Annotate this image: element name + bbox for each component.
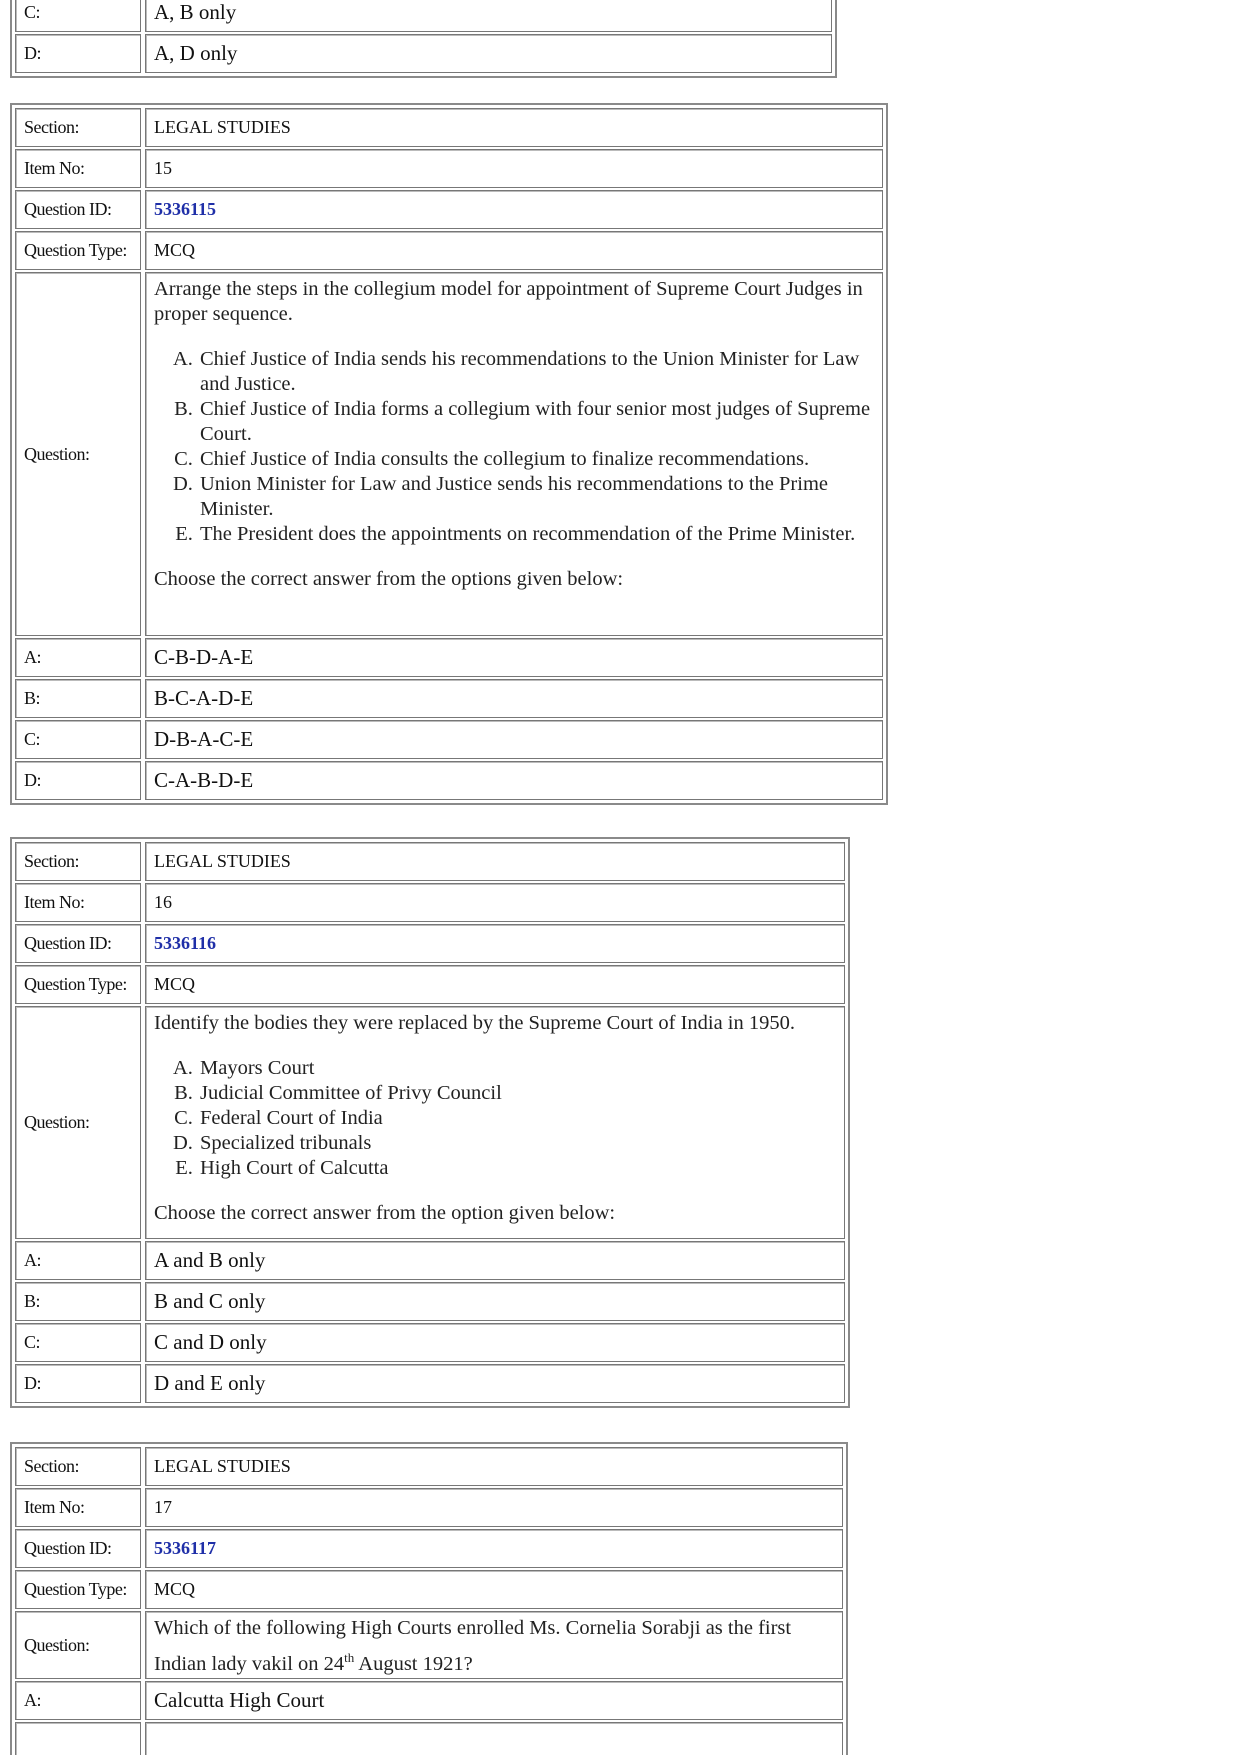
statement-item: A. Mayors Court <box>198 1056 795 1081</box>
question-row <box>15 272 883 636</box>
question-table-15 <box>10 103 888 805</box>
option-b-label: B: <box>15 679 141 718</box>
section-row <box>15 108 883 147</box>
option-row-c <box>15 1323 845 1362</box>
option-c-label: C: <box>15 1323 141 1362</box>
option-row-c <box>15 720 883 759</box>
question-body <box>145 272 883 636</box>
statement-item: C. Federal Court of India <box>198 1106 795 1131</box>
statement-item: B. Chief Justice of India forms a collegium with four senior most judges of Supreme Court. <box>198 397 874 447</box>
question-stem: Identify the bodies they were replaced by the Supreme Court of India in 1950. <box>154 1012 796 1034</box>
option-c-value: D-B-A-C-E <box>145 720 883 759</box>
question-type-label: Question Type: <box>15 1570 141 1609</box>
question-type-row <box>15 231 883 270</box>
option-row-b <box>15 679 883 718</box>
question-stem-end: August 1921? <box>354 1652 473 1675</box>
option-d-label: D: <box>15 1364 141 1403</box>
statement-list <box>154 347 874 547</box>
option-b-value <box>145 1722 843 1755</box>
option-c-value: C and D only <box>145 1323 845 1362</box>
question-table-17 <box>10 1442 848 1755</box>
option-b-label <box>15 1722 141 1755</box>
option-b-value: B and C only <box>145 1282 845 1321</box>
option-a-label: A: <box>15 638 141 677</box>
option-c-label: C: <box>15 720 141 759</box>
question-id-label: Question ID: <box>15 1529 141 1568</box>
option-b-value: B-C-A-D-E <box>145 679 883 718</box>
item-no-row <box>15 883 845 922</box>
question-id-label: Question ID: <box>15 190 141 229</box>
item-no-value: 15 <box>145 149 883 188</box>
section-label: Section: <box>15 842 141 881</box>
question-instruction: Choose the correct answer from the option given below: <box>154 1202 616 1224</box>
statement-item: E. High Court of Calcutta <box>198 1156 795 1181</box>
question-id-value: 5336117 <box>145 1529 843 1568</box>
statement-item: C. Chief Justice of India consults the collegium to finalize recommendations. <box>198 447 874 472</box>
question-id-label: Question ID: <box>15 924 141 963</box>
option-row-a <box>15 1681 843 1720</box>
option-c-value: A, B only <box>145 0 832 32</box>
question-type-row <box>15 965 845 1004</box>
item-no-value: 17 <box>145 1488 843 1527</box>
statement-list <box>154 1056 795 1181</box>
option-row-b <box>15 1282 845 1321</box>
question-type-value: MCQ <box>145 1570 843 1609</box>
question-type-label: Question Type: <box>15 231 141 270</box>
question-stem: Which of the following High Courts enrolled Ms. Cornelia Sorabji as the first Indian lady vakil on 24 <box>154 1617 792 1675</box>
item-no-row <box>15 149 883 188</box>
question-body <box>145 1006 845 1239</box>
option-a-value: C-B-D-A-E <box>145 638 883 677</box>
option-row-b <box>15 1722 843 1755</box>
item-no-label: Item No: <box>15 1488 141 1527</box>
statement-item: D. Specialized tribunals <box>198 1131 795 1156</box>
section-label: Section: <box>15 1447 141 1486</box>
question-id-row <box>15 190 883 229</box>
question-row <box>15 1006 845 1239</box>
item-no-value: 16 <box>145 883 845 922</box>
question-instruction: Choose the correct answer from the options given below: <box>154 568 624 590</box>
option-row-d <box>15 1364 845 1403</box>
statement-item: E. The President does the appointments on recommendation of the Prime Minister. <box>198 522 874 547</box>
item-no-label: Item No: <box>15 883 141 922</box>
ordinal-suffix: th <box>344 1650 355 1665</box>
option-d-label: D: <box>15 761 141 800</box>
option-b-label: B: <box>15 1282 141 1321</box>
option-row-d <box>15 761 883 800</box>
question-type-value: MCQ <box>145 965 845 1004</box>
section-label: Section: <box>15 108 141 147</box>
section-row <box>15 842 845 881</box>
question-table-16 <box>10 837 850 1408</box>
question-label: Question: <box>15 1006 141 1239</box>
section-value: LEGAL STUDIES <box>145 108 883 147</box>
option-a-value: A and B only <box>145 1241 845 1280</box>
option-d-value: D and E only <box>145 1364 845 1403</box>
section-value: LEGAL STUDIES <box>145 1447 843 1486</box>
question-label: Question: <box>15 272 141 636</box>
question-id-value: 5336116 <box>145 924 845 963</box>
statement-item: A. Chief Justice of India sends his recommendations to the Union Minister for Law and Justice. <box>198 347 874 397</box>
option-row-c <box>15 0 832 32</box>
question-row <box>15 1611 843 1679</box>
option-row-a <box>15 638 883 677</box>
question-type-label: Question Type: <box>15 965 141 1004</box>
question-id-value: 5336115 <box>145 190 883 229</box>
statement-item: B. Judicial Committee of Privy Council <box>198 1081 795 1106</box>
item-no-label: Item No: <box>15 149 141 188</box>
question-id-row <box>15 1529 843 1568</box>
section-value: LEGAL STUDIES <box>145 842 845 881</box>
question-body <box>145 1611 843 1679</box>
question-type-row <box>15 1570 843 1609</box>
option-row-d <box>15 34 832 73</box>
question-id-row <box>15 924 845 963</box>
section-row <box>15 1447 843 1486</box>
question-label: Question: <box>15 1611 141 1679</box>
option-d-value: A, D only <box>145 34 832 73</box>
statement-item: D. Union Minister for Law and Justice sends his recommendations to the Prime Minister. <box>198 472 874 522</box>
option-a-value: Calcutta High Court <box>145 1681 843 1720</box>
option-a-label: A: <box>15 1241 141 1280</box>
option-a-label: A: <box>15 1681 141 1720</box>
question-table-prev <box>10 0 837 78</box>
option-row-a <box>15 1241 845 1280</box>
option-d-label: D: <box>15 34 141 73</box>
item-no-row <box>15 1488 843 1527</box>
option-c-label: C: <box>15 0 141 32</box>
question-stem: Arrange the steps in the collegium model for appointment of Supreme Court Judges in proper sequence. <box>154 278 863 325</box>
question-type-value: MCQ <box>145 231 883 270</box>
option-d-value: C-A-B-D-E <box>145 761 883 800</box>
